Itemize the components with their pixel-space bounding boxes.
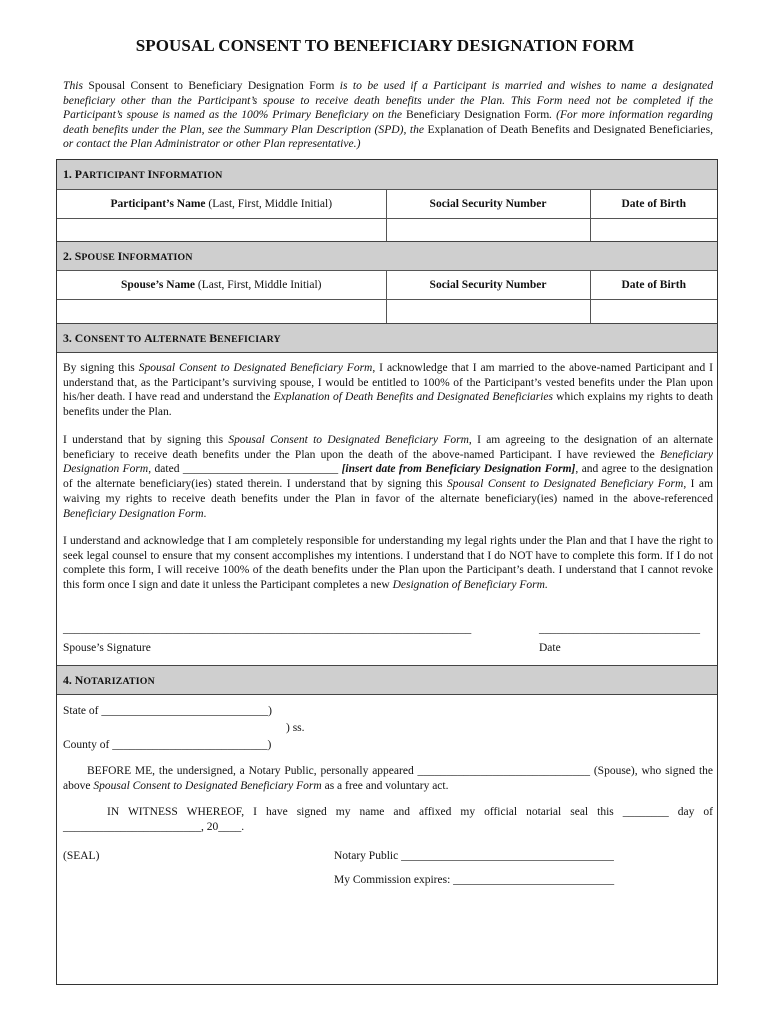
witness-paragraph: IN WITNESS WHEREOF, I have signed my name and affixed my official notarial seal this ________ day of ________________________, 20____. (63, 806, 713, 833)
intro-paragraph: This Spousal Consent to Beneficiary Designation Form is to be used if a Participant is married and wishes to name a designated beneficiary other than the Participant’s spouse to receive death benefits under the Plan. This Form need not be completed if the Participant’s spouse is named as the 100% Primary Beneficiary on the Beneficiary Designation Form. (For more information regarding death benefits under the Plan, see the Summary Plan Description (SPD), the Explanation of Death Benefits and Designated Beneficiaries, or contact the Plan Administrator or other Plan representative.) (63, 79, 713, 150)
spouse-ssn-header: Social Security Number (386, 271, 590, 300)
participant-info-table (57, 189, 717, 249)
consent-paragraph-3: I understand and acknowledge that I am completely responsible for understanding my legal rights under the Plan and that I have the right to seek legal counsel to ensure that my consent accomplishes my intentions. I understand that I do NOT have to complete this form. If I do not complete this form, I will receive 100% of the death benefits under the Plan upon the Participant’s death. I understand that I cannot revoke this form once I sign and date it unless the Participant completes a new Designation of Beneficiary Form. (63, 535, 713, 592)
section-1-header: 1. PARTICIPANT INFORMATION (57, 160, 717, 190)
spouse-dob-header: Date of Birth (590, 271, 717, 300)
participant-dob-header: Date of Birth (590, 190, 717, 219)
ss-label: ) ss. (286, 722, 305, 734)
commission-expires-line[interactable]: My Commission expires: ____________________________ (334, 874, 615, 886)
seal-label: (SEAL) (63, 850, 100, 862)
before-me-paragraph: BEFORE ME, the undersigned, a Notary Public, personally appeared ______________________________ (Spouse), who signed the above Spousal Consent to Designated Beneficiary Form as a free and voluntary act. (63, 765, 713, 792)
spouse-signature-label: Spouse’s Signature (63, 642, 151, 654)
section-3-header: 3. CONSENT TO ALTERNATE BENEFICIARY (57, 323, 717, 353)
spouse-signature-line[interactable]: _______________________________________________________________________ (63, 623, 472, 635)
form-title: SPOUSAL CONSENT TO BENEFICIARY DESIGNATION FORM (135, 36, 635, 55)
consent-paragraph-2: I understand that by signing this Spousal Consent to Designated Beneficiary Form, I am agreeing to the designation of an alternate beneficiary to receive death benefits under the Plan upon the death of the above-named Participant. I have reviewed the Beneficiary Designation Form, dated ___________________________ [insert date from Beneficiary Designation Form], and agree to the designation of the alternate beneficiary(ies) stated therein. I understand that by signing this Spousal Consent to Designated Beneficiary Form, I am waiving my rights to receive death benefits under the Plan in favor of the alternate beneficiary(ies) named in the above-referenced Beneficiary Designation Form. (63, 434, 714, 520)
consent-paragraph-1: By signing this Spousal Consent to Designated Beneficiary Form, I acknowledge that I am married to the above-named Participant and I understand that, as the Participant’s surviving spouse, I would be entitled to 100% of the Participant’s vested benefits under the Plan upon his/her death. I have read and understand the Explanation of Death Benefits and Designated Beneficiaries which explains my rights to death benefits under the Plan. (63, 362, 714, 419)
spouse-name-header: Spouse’s Name (Last, First, Middle Initial) (57, 271, 386, 300)
participant-name-header: Participant’s Name (Last, First, Middle Initial) (57, 190, 386, 219)
section-2-header: 2. SPOUSE INFORMATION (57, 241, 717, 271)
notary-public-line[interactable]: Notary Public _____________________________________ (334, 850, 614, 862)
participant-ssn-header: Social Security Number (386, 190, 590, 219)
date-label: Date (539, 642, 561, 654)
date-line[interactable]: ____________________________ (539, 623, 700, 635)
spouse-info-table (57, 270, 717, 330)
form-box (56, 159, 718, 985)
state-field[interactable]: State of _____________________________) (63, 705, 272, 717)
county-field[interactable]: County of ___________________________) (63, 739, 272, 751)
section-4-header: 4. NOTARIZATION (57, 665, 717, 695)
